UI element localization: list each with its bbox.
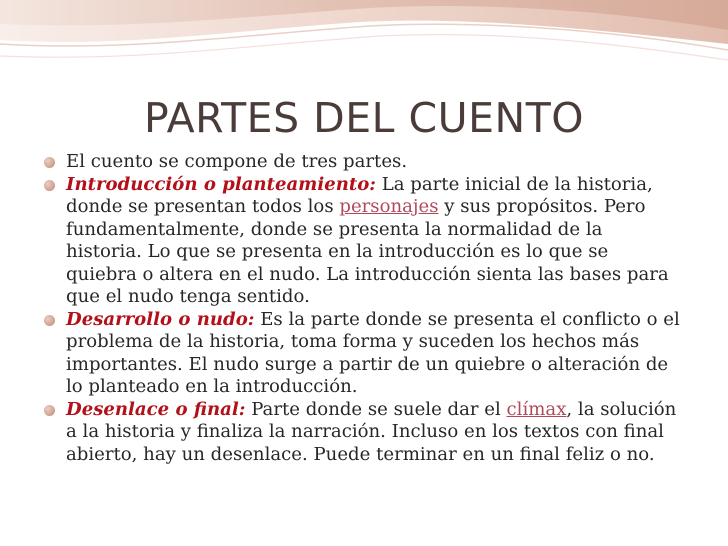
bullet-text: Parte donde se suele dar el (245, 398, 507, 420)
term-introduccion: Introducción o planteamiento: (66, 173, 376, 195)
bullet-item-intro (44, 151, 684, 174)
decorative-top-band (0, 0, 728, 72)
bullet-item-desarrollo (44, 309, 684, 399)
bullet-text: y sus propósitos. Pero fundamentalmente, donde se presenta la normalidad de la historia. Lo que se presenta en la introducción es lo que se quiebra o altera en el nudo. La introducción sienta las bases para que el nudo tenga sentido. (66, 196, 669, 307)
bullet-text: Es la parte donde se presenta el conflicto o el problema de la historia, toma forma y suceden los hechos más importantes. El nudo surge a partir de un quiebre o alteración de lo planteado en la introducción. (66, 308, 680, 397)
term-desarrollo: Desarrollo o nudo: (66, 308, 255, 330)
bullet-item-introduccion (44, 174, 684, 309)
link-climax[interactable]: clímax (506, 398, 567, 420)
bullet-dot-icon (44, 405, 55, 416)
bullet-dot-icon (44, 180, 55, 191)
bullet-dot-icon (44, 315, 55, 326)
bullet-item-desenlace (44, 399, 684, 467)
link-personajes[interactable]: personajes (339, 196, 439, 217)
bullet-dot-icon (44, 157, 55, 168)
bullet-list (44, 151, 684, 466)
bullet-text: El cuento se compone de tres partes. (66, 151, 408, 172)
bullet-text: , la solución a la historia y finaliza la narración. Incluso en los textos con final abierto, hay un desenlace. Puede terminar en un final feliz o no. (66, 398, 677, 465)
bullet-text: La parte inicial de la historia, donde se presentan todos los (66, 173, 653, 217)
slide-title: PARTES DEL CUENTO (143, 94, 585, 142)
term-desenlace: Desenlace o final: (66, 398, 246, 420)
